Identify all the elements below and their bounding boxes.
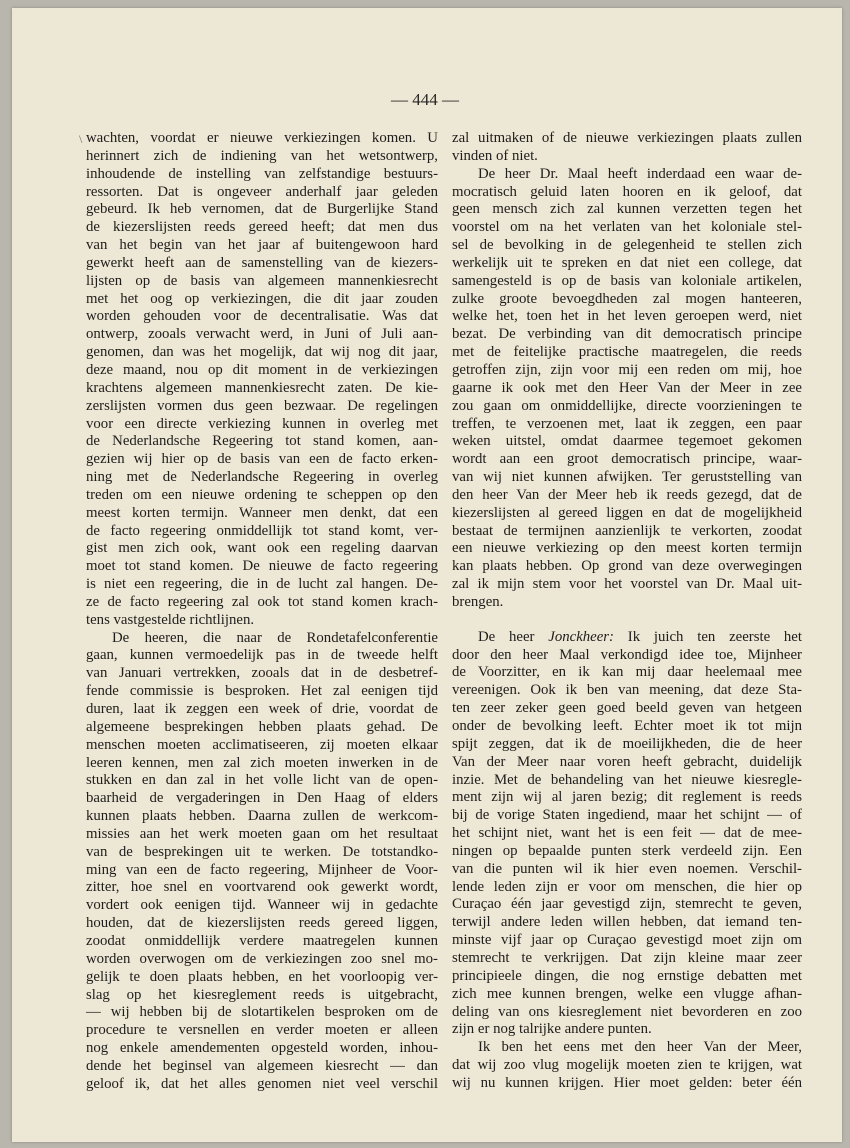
- text-line: welke het, toen het in het leven geroepen werd, niet: [452, 308, 802, 325]
- text-line: wij nu kunnen krijgen. Hier moet gelden: beter één: [452, 1074, 802, 1091]
- text-line: samengesteld is op de basis van koloniale artikelen,: [452, 272, 802, 289]
- text-line: door den heer Maal verkondigd idee toe, Mijnheer: [452, 646, 802, 663]
- text-line: genomen, dan was het mogelijk, dat wij nog dit jaar,: [86, 344, 438, 361]
- text-line: gaarne ik ook met den Heer Van der Meer in zee: [452, 379, 802, 396]
- text-line: treffen, te verzoenen met, laat ik zeggen, een paar: [452, 415, 802, 432]
- text-line: geen mensch zich zal kunnen verzetten tegen het: [452, 201, 802, 218]
- text-line: den heer Van der Meer heb ik reeds gezegd, dat de: [452, 486, 802, 503]
- text-line: de facto regeering onmiddellijk tot stand komt, ver-: [86, 522, 438, 539]
- text-line: gewerkt heeft aan de samenstelling van de kiezers-: [86, 254, 438, 271]
- text-line: De heer Dr. Maal heeft inderdaad een waar de-: [478, 165, 802, 182]
- text-line: zitter, hoe snel en voortvarend ook gewerkt wordt,: [86, 879, 438, 896]
- text-line: slag op het kiesreglement reeds is uitgebracht,: [86, 986, 438, 1003]
- text-line: deze maand, nou op dit moment in de verkiezingen: [86, 361, 438, 378]
- text-line: voorstel om na het verlaten van het koloniale stel-: [452, 219, 802, 236]
- text-line: lijsten op de basis van algemeen mannenkiesrecht: [86, 272, 438, 289]
- text-line: terwijl andere leden willen hebben, dat iemand ten-: [452, 914, 802, 931]
- text-line: dat wij zoo vlug mogelijk moeten zien te krijgen, wat: [452, 1057, 802, 1074]
- text-line: moet tot stand komen. De nieuwe de facto regeering: [86, 558, 438, 575]
- text-line: van wij niet kunnen afwijken. Ter geruststelling van: [452, 469, 802, 486]
- text-line: gelijk te doen plaats hebben, en het voorloopig ver-: [86, 968, 438, 985]
- page-number: — 444 —: [391, 90, 459, 109]
- text-line: ment zijn wij al jaren bezig; dit reglement is reeds: [452, 789, 802, 806]
- text-line: De heeren, die naar de Rondetafelconferentie: [112, 629, 438, 646]
- text-line: ningen op bepaalde punten sterk verdeeld zijn. Een: [452, 842, 802, 859]
- text-line: kunnen plaats hebben. Daarna zullen de werkcom-: [86, 808, 438, 825]
- text-line: wachten, voordat er nieuwe verkiezingen komen. U: [86, 130, 438, 146]
- text-line: fende commissie is besproken. Het zal eenigen tijd: [86, 683, 438, 700]
- text-line: worden gehouden voor de decentralisatie. Was dat: [86, 308, 438, 325]
- margin-mark: \: [79, 132, 83, 146]
- text-line: worden overwogen om de verkiezingen zoo snel mo-: [86, 950, 438, 967]
- text-line: nog enkele amendementen opgesteld worden, inhou-: [86, 1040, 438, 1057]
- text-line: spijt zeggen, dat ik de moeilijkheden, die de heer: [452, 735, 802, 752]
- right-column: [452, 130, 802, 1093]
- text-line: inhoudende de instelling van zelfstandige bestuurs-: [86, 165, 438, 182]
- text-line: ontwerp, zooals verwacht werd, in Juni of Juli aan-: [86, 326, 438, 343]
- text-line: zulke groote bevoegdheden zal mogen hanteeren,: [452, 290, 802, 307]
- text-line: baarheid de vergaderingen in Den Haag of elders: [86, 790, 438, 807]
- text-line: krachtens algemeen mannenkiesrecht zaten. De kie-: [86, 379, 438, 396]
- text-line: gaan, kunnen vermoedelijk pas in de tweede helft: [86, 647, 438, 664]
- text-line: weken uitstel, omdat daarmee tegemoet gekomen: [452, 433, 802, 450]
- text-line: vereenigen. Ook ik ben van meening, dat deze Sta-: [452, 682, 802, 699]
- text-line: de Nederlandsche Regeering tot stand komen, aan-: [86, 433, 438, 450]
- text-line: menschen moeten acclimatiseeren, zij moeten elkaar: [86, 736, 438, 753]
- text-line: stukken en dan zal in het volle licht van de open-: [86, 772, 438, 789]
- text-line: ze de facto regeering zal ook tot stand komen krach-: [86, 593, 438, 610]
- text-line: procedure te versnellen en verder moeten er alleen: [86, 1022, 438, 1039]
- text-line: onder de bevolking leeft. Echter moet ik tot mijn: [452, 718, 802, 734]
- text-line: sel de bevolking in de gelegenheid te stellen zich: [452, 237, 802, 254]
- text-line: vordert ook eenigen tijd. Wanneer wij in gedachte: [86, 897, 438, 914]
- text-line: principieele dingen, die nog ernstige debatten met: [452, 967, 802, 984]
- text-line: ning met de Nederlandsche Regeering in overleg: [86, 469, 438, 486]
- text-line: zich mee kunnen brengen, welke een vlugge afhan-: [452, 985, 802, 1002]
- text-line: algemeene besprekingen hebben plaats gehad. De: [86, 718, 438, 735]
- text-line: voor een directe verkiezing kunnen in overleg met: [86, 415, 438, 432]
- text-line: gist men zich ook, want ook een regeling daarvan: [86, 540, 438, 557]
- text-line: van die punten wil ik hier even noemen. Verschil-: [452, 860, 802, 877]
- text-line: gezien wij hier op de basis van een de facto erken-: [86, 451, 438, 468]
- text-line: wordt aan een groot democratisch principe, waar-: [452, 451, 802, 468]
- text-line: minste vijf jaar op Curaçao gevestigd moet zijn om: [452, 932, 802, 949]
- speaker-name: Jonckheer:: [548, 628, 614, 645]
- text-line: ressorten. Dat is ongeveer anderhalf jaar geleden: [86, 183, 438, 200]
- text-line: treden om een nieuwe ordening te scheppen op den: [86, 486, 438, 503]
- left-column: [86, 130, 438, 1094]
- text-line: houden, dat de kiezerslijsten reeds gereed liggen,: [86, 915, 438, 932]
- text-line: lende leden zijn er voor om menschen, die hier op: [452, 878, 802, 895]
- text-line: kan plaats hebben. Op grond van deze overwegingen: [452, 558, 802, 575]
- text-line: zal ik mijn stem voor het voorstel van Dr. Maal uit-: [452, 576, 802, 593]
- text-line: brengen.: [452, 593, 504, 610]
- text-line: herinnert zich de indiening van het wetsontwerp,: [86, 147, 438, 164]
- text-line: — wij hebben bij de slotartikelen besproken om de: [86, 1004, 438, 1021]
- text-line: het schijnt niet, want het is een feit — dat de mee-: [452, 825, 802, 842]
- text-line: mocratisch geluid laten hooren en ik geloof, dat: [452, 183, 802, 200]
- text-line: stemrecht te verkrijgen. Dat zijn kleine maar zeer: [452, 949, 802, 966]
- text-line: deling van ons kiesreglement niet bevorderen en zoo: [452, 1003, 802, 1020]
- text-line: dende het beginsel van algemeen kiesrecht — dan: [86, 1057, 438, 1074]
- text-line: een nieuwe verkiezing op den meest korten termijn: [452, 540, 802, 557]
- text-line: tens vastgestelde richtlijnen.: [86, 611, 255, 628]
- text-line: zerslijsten vormen dus geen bezwaar. De regelingen: [86, 397, 438, 414]
- paragraph-gap: [452, 612, 802, 629]
- text-line: van het begin van het jaar af buitengewoon hard: [86, 237, 438, 254]
- text-line: bij de vorige Staten ingediend, maar het schijnt — of: [452, 807, 802, 824]
- text-line: ten zeer zeker geen goed beeld geven van hetgeen: [452, 700, 802, 717]
- text-line: Ik ben het eens met den heer Van der Meer,: [478, 1039, 802, 1056]
- text-line: bezat. De verbinding van dit democratisch principe: [452, 326, 802, 343]
- text-line: ming van een de facto regeering, Mijnheer de Voor-: [86, 861, 438, 878]
- text-line: zoodat onmiddellijk verdere maatregelen kunnen: [86, 932, 438, 949]
- text-line: is niet een regeering, die in de lucht zal hangen. De-: [86, 576, 438, 593]
- text-line: kiezerslijsten al gereed liggen en dat de mogelijkheid: [452, 504, 802, 521]
- text-line: geloof ik, dat het alles genomen niet veel verschil: [86, 1075, 438, 1092]
- text-line: missies aan het werk moeten gaan om het resultaat: [86, 825, 438, 842]
- text-line: van Januari vertrekken, zooals dat in de desbetref-: [86, 665, 438, 682]
- text-line: Van der Meer naar voren heeft gebracht, duidelijk: [452, 753, 802, 770]
- text-line: vinden of niet.: [452, 147, 538, 164]
- text-line: zal uitmaken of de nieuwe verkiezingen plaats zullen: [452, 130, 802, 146]
- text-line: getroffen zijn, zijn voor mij een reden om mij, hoe: [452, 361, 802, 378]
- text-line: gebeurd. Ik heb vernomen, dat de Burgerlijke Stand: [86, 201, 438, 218]
- text-line: leeren kennen, men zal zich moeten inwerken in de: [86, 754, 438, 771]
- text-line: zou gaan om onmiddellijke, directe voorzieningen te: [452, 397, 802, 414]
- text-line: de Voorzitter, en ik kan mij daar heelemaal mee: [452, 664, 802, 681]
- speaker-line: De heer Jonckheer: Ik juich ten zeerste het: [478, 628, 802, 645]
- text-line: meest korten termijn. Wanneer men denkt, dat een: [86, 504, 438, 521]
- text-line: met de feitelijke practische maatregelen, die reeds: [452, 344, 802, 361]
- text-line: Curaçao één jaar gevestigd zijn, stemrecht te geven,: [452, 896, 802, 913]
- text-line: duren, laat ik zeggen een week of drie, voordat de: [86, 701, 438, 717]
- text-line: zijn er nog talrijke andere punten.: [452, 1021, 652, 1038]
- text-line: de kiezerslijsten reeds gereed heeft; dat men dus: [86, 219, 438, 236]
- text-line: inzie. Met de behandeling van het nieuwe kiesregle-: [452, 771, 802, 788]
- text-line: met het oog op verkiezingen, die dit jaar zouden: [86, 290, 438, 307]
- text-line: werkelijk uit te spreken en dat niet een college, dat: [452, 254, 802, 271]
- text-line: van de besprekingen uit te werken. De totstandko-: [86, 843, 438, 860]
- text-line: bestaat de termijnen aanzienlijk te verkorten, zoodat: [452, 522, 802, 539]
